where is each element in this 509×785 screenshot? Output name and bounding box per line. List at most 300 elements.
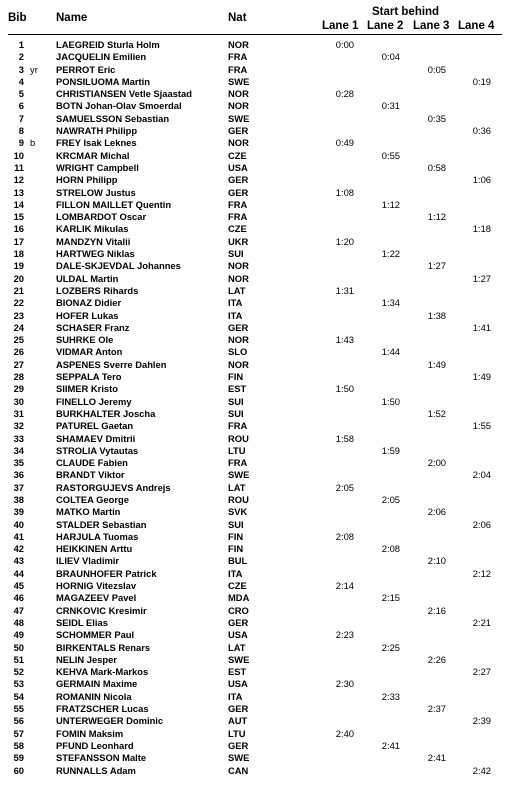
table-row <box>0 113 509 125</box>
nation-code: FRA <box>228 211 248 223</box>
athlete-name: RUNNALLS Adam <box>56 764 136 776</box>
lane-3-time: 1:49 <box>427 358 446 370</box>
lane-2-time: 1:22 <box>381 248 400 260</box>
lane-1-time: 1:08 <box>335 186 354 198</box>
bib-cell: 30 <box>13 395 24 407</box>
lane-2-time: 2:41 <box>381 739 400 751</box>
lane-3-time: 2:00 <box>427 457 446 469</box>
header-start-behind: Start behind <box>372 6 440 18</box>
lane-2-time: 1:50 <box>381 395 400 407</box>
table-row <box>0 359 509 371</box>
athlete-name: HEIKKINEN Arttu <box>56 543 133 555</box>
athlete-name: BOTN Johan-Olav Smoerdal <box>56 100 182 112</box>
lane-1-time: 2:14 <box>335 580 354 592</box>
lane-4-time: 0:36 <box>472 125 491 137</box>
lane-4-time: 1:18 <box>472 223 491 235</box>
table-row <box>0 310 509 322</box>
header-nat: Nat <box>228 12 247 24</box>
bib-cell: 10 <box>13 149 24 161</box>
athlete-name: COLTEA George <box>56 493 129 505</box>
bib-cell: 6 <box>18 100 24 112</box>
table-row <box>0 408 509 420</box>
table-row <box>0 346 509 358</box>
nation-code: FRA <box>228 457 248 469</box>
bib-cell: 51 <box>13 653 24 665</box>
nation-code: NOR <box>228 88 249 100</box>
bib-cell: 36 <box>13 469 24 481</box>
lane-3-time: 1:38 <box>427 309 446 321</box>
table-row <box>0 334 509 346</box>
bib-cell: 21 <box>13 284 24 296</box>
lane-2-time: 0:55 <box>381 149 400 161</box>
athlete-name: SEPPALA Tero <box>56 371 122 383</box>
nation-code: EST <box>228 666 247 678</box>
bib-cell: 19 <box>13 260 24 272</box>
table-row <box>0 740 509 752</box>
nation-code: LAT <box>228 284 246 296</box>
athlete-name: MAGAZEEV Pavel <box>56 592 137 604</box>
nation-code: ITA <box>228 567 243 579</box>
lane-4-time: 1:49 <box>472 371 491 383</box>
nation-code: GER <box>228 739 249 751</box>
bib-cell: 18 <box>13 248 24 260</box>
nation-code: NOR <box>228 100 249 112</box>
bib-cell: 54 <box>13 690 24 702</box>
lane-4-time: 1:27 <box>472 272 491 284</box>
bib-cell: 48 <box>13 616 24 628</box>
lane-4-time: 2:27 <box>472 666 491 678</box>
table-row <box>0 506 509 518</box>
bib-cell: 12 <box>13 174 24 186</box>
nation-code: SWE <box>228 112 250 124</box>
bib-cell: 31 <box>13 407 24 419</box>
nation-code: ROU <box>228 432 249 444</box>
lane-2-time: 0:31 <box>381 100 400 112</box>
athlete-name: FINELLO Jeremy <box>56 395 132 407</box>
table-row <box>0 51 509 63</box>
bib-cell: 40 <box>13 518 24 530</box>
lane-2-time: 2:05 <box>381 493 400 505</box>
athlete-name: ASPENES Sverre Dahlen <box>56 358 167 370</box>
lane-1-time: 2:23 <box>335 629 354 641</box>
bib-cell: 5 <box>18 88 24 100</box>
lane-1-time: 1:43 <box>335 334 354 346</box>
table-row <box>0 469 509 481</box>
nation-code: FIN <box>228 371 244 383</box>
table-row <box>0 187 509 199</box>
bib-cell: 44 <box>13 567 24 579</box>
bib-cell: 23 <box>13 309 24 321</box>
bib-cell: 56 <box>13 715 24 727</box>
nation-code: FIN <box>228 530 244 542</box>
athlete-name: SIIMER Kristo <box>56 383 118 395</box>
bib-cell: 33 <box>13 432 24 444</box>
bib-cell: 13 <box>13 186 24 198</box>
nation-code: ITA <box>228 297 243 309</box>
athlete-name: STRELOW Justus <box>56 186 136 198</box>
athlete-name: VIDMAR Anton <box>56 346 123 358</box>
athlete-name: BIRKENTALS Renars <box>56 641 151 653</box>
lane-3-time: 2:10 <box>427 555 446 567</box>
nation-code: MDA <box>228 592 250 604</box>
lane-2-time: 2:08 <box>381 543 400 555</box>
bib-cell: 39 <box>13 506 24 518</box>
lane-4-time: 2:42 <box>472 764 491 776</box>
table-row <box>0 629 509 641</box>
table-row <box>0 642 509 654</box>
table-row <box>0 64 509 76</box>
lane-2-time: 0:04 <box>381 51 400 63</box>
nation-code: AUT <box>228 715 248 727</box>
table-row <box>0 728 509 740</box>
bib-cell: 52 <box>13 666 24 678</box>
nation-code: GER <box>228 321 249 333</box>
athlete-name: NELIN Jesper <box>56 653 117 665</box>
table-row <box>0 236 509 248</box>
athlete-name: PERROT Eric <box>56 63 116 75</box>
table-row <box>0 199 509 211</box>
table-row <box>0 137 509 149</box>
athlete-name: MATKO Martin <box>56 506 121 518</box>
bib-cell: 9 <box>18 137 24 149</box>
athlete-name: CLAUDE Fabien <box>56 457 128 469</box>
lane-4-time: 1:55 <box>472 420 491 432</box>
lane-2-time: 1:34 <box>381 297 400 309</box>
lane-3-time: 1:52 <box>427 407 446 419</box>
athlete-name: FRATZSCHER Lucas <box>56 703 149 715</box>
nation-code: ROU <box>228 493 249 505</box>
athlete-name: KEHVA Mark-Markos <box>56 666 149 678</box>
table-row <box>0 691 509 703</box>
bib-cell: 26 <box>13 346 24 358</box>
nation-code: SLO <box>228 346 248 358</box>
nation-code: SWE <box>228 469 250 481</box>
nation-code: LAT <box>228 481 246 493</box>
lane-4-time: 2:21 <box>472 616 491 628</box>
nation-code: NOR <box>228 260 249 272</box>
table-row <box>0 715 509 727</box>
nation-code: GER <box>228 616 249 628</box>
bib-cell: 49 <box>13 629 24 641</box>
table-row <box>0 162 509 174</box>
bib-cell: 14 <box>13 198 24 210</box>
nation-code: USA <box>228 629 248 641</box>
lane-4-time: 1:41 <box>472 321 491 333</box>
bib-cell: 2 <box>18 51 24 63</box>
bib-cell: 8 <box>18 125 24 137</box>
lane-1-time: 1:58 <box>335 432 354 444</box>
header-lane-2: Lane 2 <box>367 20 404 32</box>
lane-1-time: 0:49 <box>335 137 354 149</box>
table-row <box>0 371 509 383</box>
table-row <box>0 297 509 309</box>
lane-1-time: 0:00 <box>335 39 354 50</box>
table-row <box>0 420 509 432</box>
table-row <box>0 39 509 51</box>
bib-cell: 16 <box>13 223 24 235</box>
table-row <box>0 617 509 629</box>
bib-cell: 25 <box>13 334 24 346</box>
bib-cell: 27 <box>13 358 24 370</box>
nation-code: CZE <box>228 580 247 592</box>
bib-cell: 58 <box>13 739 24 751</box>
athlete-name: SCHASER Franz <box>56 321 130 333</box>
table-row <box>0 223 509 235</box>
table-row <box>0 494 509 506</box>
table-row <box>0 752 509 764</box>
nation-code: NOR <box>228 358 249 370</box>
bib-cell: 1 <box>18 39 24 50</box>
athlete-name: SUHRKE Ole <box>56 334 114 346</box>
nation-code: LAT <box>228 641 246 653</box>
athlete-name: FOMIN Maksim <box>56 727 124 739</box>
bib-cell: 59 <box>13 752 24 764</box>
nation-code: NOR <box>228 39 249 50</box>
bib-cell: 57 <box>13 727 24 739</box>
bib-cell: 35 <box>13 457 24 469</box>
athlete-name: UNTERWEGER Dominic <box>56 715 164 727</box>
lane-1-time: 1:50 <box>335 383 354 395</box>
bib-cell: 38 <box>13 493 24 505</box>
nation-code: SUI <box>228 518 244 530</box>
nation-code: BUL <box>228 555 248 567</box>
table-row <box>0 555 509 567</box>
lane-3-time: 0:58 <box>427 161 446 173</box>
table-row <box>0 678 509 690</box>
nation-code: ITA <box>228 690 243 702</box>
bib-cell: 15 <box>13 211 24 223</box>
athlete-name: BURKHALTER Joscha <box>56 407 156 419</box>
athlete-name: SAMUELSSON Sebastian <box>56 112 170 124</box>
nation-code: SUI <box>228 407 244 419</box>
bib-cell: 41 <box>13 530 24 542</box>
athlete-name: BRAUNHOFER Patrick <box>56 567 157 579</box>
bib-cell: 42 <box>13 543 24 555</box>
nation-code: FRA <box>228 198 248 210</box>
bib-cell: 20 <box>13 272 24 284</box>
athlete-name: GERMAIN Maxime <box>56 678 138 690</box>
bib-cell: 29 <box>13 383 24 395</box>
athlete-name: HOFER Lukas <box>56 309 119 321</box>
flag-cell: yr <box>30 63 38 75</box>
nation-code: LTU <box>228 727 246 739</box>
table-row <box>0 383 509 395</box>
athlete-name: LOZBERS Rihards <box>56 284 139 296</box>
header-lane-4: Lane 4 <box>458 20 495 32</box>
table-row <box>0 703 509 715</box>
athlete-name: SEIDL Elias <box>56 616 108 628</box>
table-row <box>0 543 509 555</box>
table-row <box>0 396 509 408</box>
bib-cell: 24 <box>13 321 24 333</box>
nation-code: CRO <box>228 604 249 616</box>
bib-cell: 17 <box>13 235 24 247</box>
start-list-table <box>0 39 509 777</box>
athlete-name: JACQUELIN Emilien <box>56 51 147 63</box>
athlete-name: HORN Philipp <box>56 174 118 186</box>
athlete-name: KRCMAR Michal <box>56 149 130 161</box>
nation-code: GER <box>228 703 249 715</box>
athlete-name: BIONAZ Didier <box>56 297 122 309</box>
nation-code: USA <box>228 161 248 173</box>
athlete-name: WRIGHT Campbell <box>56 161 139 173</box>
nation-code: FRA <box>228 51 248 63</box>
table-row <box>0 433 509 445</box>
athlete-name: FILLON MAILLET Quentin <box>56 198 172 210</box>
table-row <box>0 482 509 494</box>
athlete-name: HARJULA Tuomas <box>56 530 139 542</box>
lane-2-time: 2:33 <box>381 690 400 702</box>
table-row <box>0 445 509 457</box>
lane-1-time: 1:31 <box>335 284 354 296</box>
bib-cell: 37 <box>13 481 24 493</box>
athlete-name: LOMBARDOT Oscar <box>56 211 147 223</box>
lane-4-time: 0:19 <box>472 75 491 87</box>
lane-2-time: 2:25 <box>381 641 400 653</box>
table-row <box>0 285 509 297</box>
lane-1-time: 0:28 <box>335 88 354 100</box>
table-row <box>0 457 509 469</box>
athlete-name: PFUND Leonhard <box>56 739 134 751</box>
lane-3-time: 2:37 <box>427 703 446 715</box>
table-row <box>0 100 509 112</box>
nation-code: NOR <box>228 334 249 346</box>
header-lane-1: Lane 1 <box>322 20 359 32</box>
lane-3-time: 0:05 <box>427 63 446 75</box>
athlete-name: STALDER Sebastian <box>56 518 147 530</box>
lane-4-time: 2:12 <box>472 567 491 579</box>
lane-2-time: 2:15 <box>381 592 400 604</box>
athlete-name: CRNKOVIC Kresimir <box>56 604 147 616</box>
nation-code: NOR <box>228 272 249 284</box>
table-row <box>0 150 509 162</box>
lane-4-time: 2:39 <box>472 715 491 727</box>
lane-3-time: 2:06 <box>427 506 446 518</box>
athlete-name: PATUREL Gaetan <box>56 420 134 432</box>
athlete-name: PONSILUOMA Martin <box>56 75 150 87</box>
nation-code: CAN <box>228 764 249 776</box>
bib-cell: 11 <box>14 161 24 173</box>
nation-code: USA <box>228 678 248 690</box>
lane-1-time: 2:08 <box>335 530 354 542</box>
lane-4-time: 2:06 <box>472 518 491 530</box>
lane-3-time: 1:27 <box>427 260 446 272</box>
bib-cell: 55 <box>13 703 24 715</box>
nation-code: GER <box>228 125 249 137</box>
nation-code: FIN <box>228 543 244 555</box>
bib-cell: 28 <box>13 371 24 383</box>
nation-code: UKR <box>228 235 249 247</box>
athlete-name: STROLIA Vytautas <box>56 444 139 456</box>
header-name: Name <box>56 12 88 24</box>
table-row <box>0 174 509 186</box>
lane-4-time: 2:04 <box>472 469 491 481</box>
athlete-name: ROMANIN Nicola <box>56 690 132 702</box>
lane-1-time: 2:40 <box>335 727 354 739</box>
lane-1-time: 1:20 <box>335 235 354 247</box>
athlete-name: HORNIG Vitezslav <box>56 580 137 592</box>
header-bib: Bib <box>8 12 27 24</box>
bib-cell: 53 <box>13 678 24 690</box>
nation-code: LTU <box>228 444 246 456</box>
table-row <box>0 765 509 777</box>
nation-code: FRA <box>228 63 248 75</box>
table-row <box>0 211 509 223</box>
table-row <box>0 88 509 100</box>
header-divider <box>8 34 502 35</box>
lane-1-time: 2:05 <box>335 481 354 493</box>
table-row <box>0 322 509 334</box>
nation-code: SUI <box>228 395 244 407</box>
athlete-name: CHRISTIANSEN Vetle Sjaastad <box>56 88 192 100</box>
table-row <box>0 260 509 272</box>
athlete-name: NAWRATH Philipp <box>56 125 138 137</box>
nation-code: NOR <box>228 137 249 149</box>
nation-code: SUI <box>228 248 244 260</box>
nation-code: FRA <box>228 420 248 432</box>
table-row <box>0 273 509 285</box>
table-row <box>0 76 509 88</box>
nation-code: SWE <box>228 653 250 665</box>
bib-cell: 47 <box>13 604 24 616</box>
athlete-name: FREY Isak Leknes <box>56 137 137 149</box>
bib-cell: 45 <box>13 580 24 592</box>
table-row <box>0 125 509 137</box>
athlete-name: HARTWEG Niklas <box>56 248 135 260</box>
lane-3-time: 2:41 <box>427 752 446 764</box>
athlete-name: RASTORGUJEVS Andrejs <box>56 481 171 493</box>
flag-cell: b <box>30 137 36 149</box>
nation-code: SWE <box>228 75 250 87</box>
lane-3-time: 2:16 <box>427 604 446 616</box>
lane-2-time: 1:44 <box>381 346 400 358</box>
athlete-name: DALE-SKJEVDAL Johannes <box>56 260 181 272</box>
lane-2-time: 1:59 <box>381 444 400 456</box>
bib-cell: 46 <box>13 592 24 604</box>
lane-3-time: 2:26 <box>427 653 446 665</box>
lane-3-time: 1:12 <box>427 211 446 223</box>
table-row <box>0 605 509 617</box>
athlete-name: BRANDT Viktor <box>56 469 125 481</box>
athlete-name: KARLIK Mikulas <box>56 223 129 235</box>
table-row <box>0 531 509 543</box>
lane-3-time: 0:35 <box>427 112 446 124</box>
nation-code: EST <box>228 383 247 395</box>
nation-code: SWE <box>228 752 250 764</box>
nation-code: CZE <box>228 223 247 235</box>
table-row <box>0 592 509 604</box>
table-row <box>0 568 509 580</box>
athlete-name: SHAMAEV Dmitrii <box>56 432 136 444</box>
athlete-name: LAEGREID Sturla Holm <box>56 39 160 50</box>
bib-cell: 50 <box>13 641 24 653</box>
bib-cell: 3 <box>18 63 24 75</box>
table-row <box>0 248 509 260</box>
header-lane-3: Lane 3 <box>413 20 450 32</box>
lane-4-time: 1:06 <box>472 174 491 186</box>
bib-cell: 32 <box>13 420 24 432</box>
nation-code: ITA <box>228 309 243 321</box>
bib-cell: 60 <box>13 764 24 776</box>
bib-cell: 43 <box>13 555 24 567</box>
table-row <box>0 580 509 592</box>
nation-code: GER <box>228 174 249 186</box>
nation-code: CZE <box>228 149 247 161</box>
athlete-name: ILIEV Vladimir <box>56 555 120 567</box>
athlete-name: MANDZYN Vitalii <box>56 235 131 247</box>
athlete-name: STEFANSSON Malte <box>56 752 147 764</box>
table-row <box>0 519 509 531</box>
